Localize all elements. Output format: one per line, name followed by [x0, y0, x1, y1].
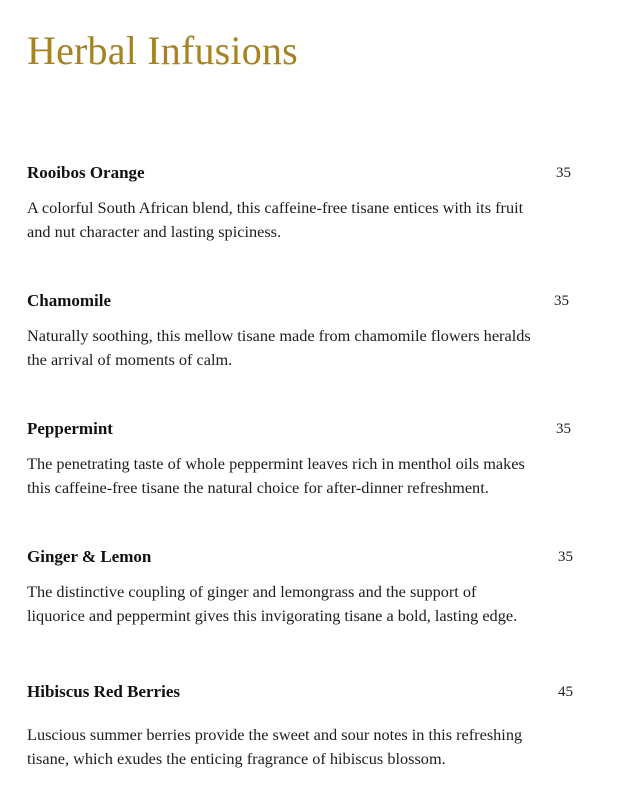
- menu-item-ginger-lemon: [27, 546, 607, 627]
- item-description: [27, 723, 607, 770]
- item-price: 35: [556, 165, 571, 181]
- menu-item-peppermint: [27, 418, 607, 499]
- item-price: 45: [558, 684, 573, 700]
- item-description: [27, 580, 607, 627]
- item-name: Chamomile: [27, 291, 112, 310]
- item-description-line: the arrival of moments of calm.: [27, 349, 233, 369]
- menu-item-chamomile: [27, 290, 607, 371]
- item-name: Peppermint: [27, 419, 113, 438]
- item-price: 35: [556, 421, 571, 437]
- item-description-line: The distinctive coupling of ginger and lemongrass and the support of: [27, 582, 477, 601]
- item-description-line: Luscious summer berries provide the sweet and sour notes in this refreshing: [27, 725, 523, 744]
- item-header: [27, 546, 607, 568]
- item-name: Rooibos Orange: [27, 163, 145, 182]
- item-description: [27, 196, 607, 243]
- item-price: 35: [558, 549, 573, 565]
- item-description-line: Naturally soothing, this mellow tisane made from chamomile flowers heralds: [27, 326, 531, 345]
- page-title: Herbal Infusions: [27, 28, 298, 73]
- item-description-line: tisane, which exudes the enticing fragrance of hibiscus blossom.: [27, 748, 446, 768]
- item-description-line: this caffeine-free tisane the natural choice for after-dinner refreshment.: [27, 477, 489, 497]
- menu-item-hibiscus-red-berries: [27, 681, 607, 770]
- item-name: Hibiscus Red Berries: [27, 682, 180, 701]
- item-description-line: The penetrating taste of whole peppermint leaves rich in menthol oils makes: [27, 454, 525, 473]
- item-description-line: liquorice and peppermint gives this invigorating tisane a bold, lasting edge.: [27, 605, 518, 625]
- item-header: [27, 681, 607, 703]
- menu-item-rooibos-orange: [27, 162, 607, 243]
- item-header: [27, 290, 607, 312]
- item-header: [27, 162, 607, 184]
- item-header: [27, 418, 607, 440]
- item-description-line: A colorful South African blend, this caffeine-free tisane entices with its fruit: [27, 198, 524, 217]
- item-name: Ginger & Lemon: [27, 547, 152, 566]
- item-description: [27, 324, 607, 371]
- item-description: [27, 452, 607, 499]
- item-price: 35: [554, 293, 569, 309]
- item-description-line: and nut character and lasting spiciness.: [27, 221, 282, 241]
